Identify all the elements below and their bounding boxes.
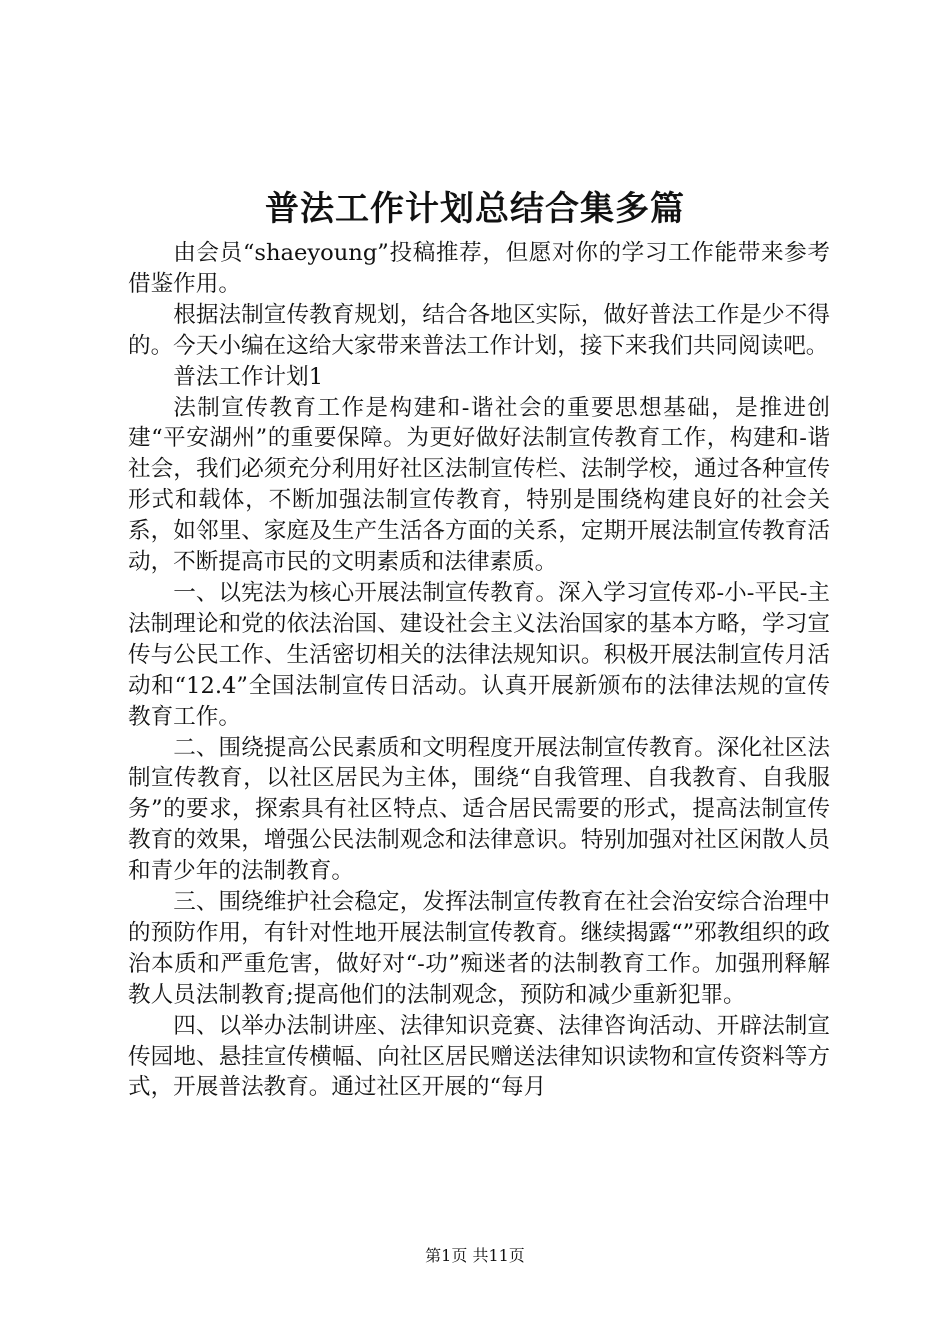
section-heading: 普法工作计划1 [173,363,324,390]
document-title: 普法工作计划总结合集多篇 [265,189,685,229]
paragraph-item-1: 一、以宪法为核心开展法制宣传教育。深入学习宣传邓-小-平民-主法制理论和党的依法治国、建设社会主义法治国家的基本方略，学习宣传与公民工作、生活密切相关的法律法规知识。积极开展法制宣传月活动和“12.4”全国法制宣传日活动。认真开展新颁布的法律法规的宣传教育工作。 [128,579,830,730]
paragraph-item-3: 三、围绕维护社会稳定，发挥法制宣传教育在社会治安综合治理中的预防作用，有针对性地开展法制宣传教育。继续揭露“”邪教组织的政治本质和严重危害，做好对“-功”痴迷者的法制教育工作。加强刑释解教人员法制教育;提高他们的法制观念，预防和减少重新犯罪。 [128,889,830,1008]
paragraph-item-2: 二、围绕提高公民素质和文明程度开展法制宣传教育。深化社区法制宣传教育，以社区居民为主体，围绕“自我管理、自我教育、自我服务”的要求，探索具有社区特点、适合居民需要的形式，提高法制宣传教育的效果，增强公民法制观念和法律意识。特别加强对社区闲散人员和青少年的法制教育。 [128,734,830,885]
document-body [128,238,830,1103]
page-footer: 第1页 共11页 [425,1246,525,1265]
paragraph-preface: 根据法制宣传教育规划，结合各地区实际，做好普法工作是少不得的。今天小编在这给大家带来普法工作计划，接下来我们共同阅读吧。 [128,301,830,359]
paragraph-intro: 由会员“shaeyoung”投稿推荐，但愿对你的学习工作能带来参考借鉴作用。 [128,240,830,297]
paragraph-overview: 法制宣传教育工作是构建和-谐社会的重要思想基础，是推进创建“平安湖州”的重要保障。为更好做好法制宣传教育工作，构建和-谐社会，我们必须充分利用好社区法制宣传栏、法制学校，通过各种宣传形式和载体，不断加强法制宣传教育，特别是围绕构建良好的社会关系，如邻里、家庭及生产生活各方面的关系，定期开展法制宣传教育活动，不断提高市民的文明素质和法律素质。 [128,394,830,576]
paragraph-item-4: 四、以举办法制讲座、法律知识竞赛、法律咨询活动、开辟法制宣传园地、悬挂宣传横幅、向社区居民赠送法律知识读物和宣传资料等方式，开展普法教育。通过社区开展的“每月 [128,1012,830,1101]
